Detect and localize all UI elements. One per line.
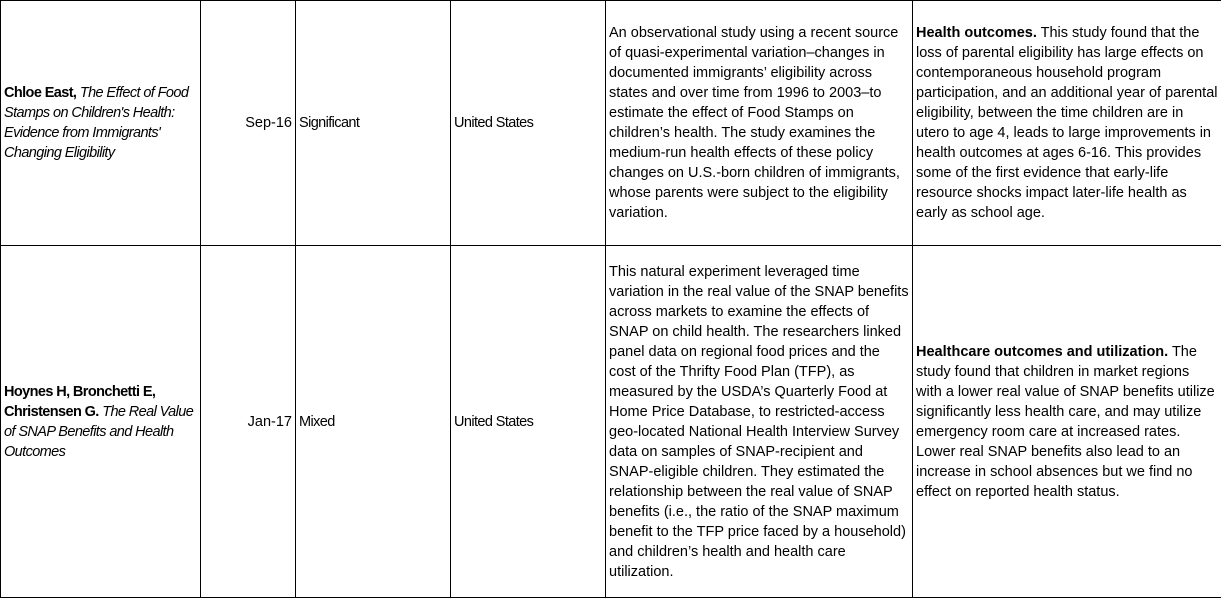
findings-heading: Healthcare outcomes and utilization. — [916, 343, 1169, 360]
date-cell: Jan-17 — [201, 246, 296, 598]
findings-cell — [913, 1, 1221, 246]
study-title: The Real Value of SNAP Benefits and Health Outcomes — [4, 403, 194, 460]
author-name: Chloe East, — [4, 85, 77, 101]
location-cell: United States — [451, 1, 606, 246]
location-cell: United States — [451, 246, 606, 598]
author-name: Hoynes H, Bronchetti E, Christensen G. — [4, 383, 156, 420]
table-row — [1, 246, 1221, 598]
findings-text: The study found that children in market regions with a lower real value of SNAP benefits utilize significantly less health care, and may utilize emergency room care at increased rates. Lower real SNAP benefits also lead to an increase in school absences but we find no effect on reported health status. — [916, 343, 1215, 500]
date-cell: Sep-16 — [201, 1, 296, 246]
citation-cell — [1, 246, 201, 598]
table-row — [1, 1, 1221, 246]
findings-heading: Health outcomes. — [916, 25, 1037, 41]
result-cell: Significant — [296, 1, 451, 246]
description-cell: This natural experiment leveraged time variation in the real value of the SNAP benefits across markets to examine the effects of SNAP on child health. The researchers linked panel data on regional food prices and the cost of the Thrifty Food Plan (TFP), as measured by the USDA’s Quarterly Food at Home Price Database, to restricted-access geo-located National Health Interview Survey data on samples of SNAP-recipient and SNAP-eligible children. They estimated the relationship between the real value of SNAP benefits (i.e., the ratio of the SNAP maximum benefit to the TFP price faced by a household) and children’s health and health care utilization. — [606, 246, 913, 598]
findings-cell — [913, 246, 1221, 598]
result-cell: Mixed — [296, 246, 451, 598]
citation-cell — [1, 1, 201, 246]
study-title: The Effect of Food Stamps on Children's Health: Evidence from Immigrants' Changing Eligibility — [4, 85, 189, 161]
findings-text: This study found that the loss of parental eligibility has large effects on contemporaneous household program participation, and an additional year of parental eligibility, between the time children are in utero to age 4, leads to large improvements in health outcomes at ages 6-16. This provides some of the first evidence that early-life resource shocks impact later-life health as early as school age. — [916, 25, 1218, 221]
description-cell: An observational study using a recent source of quasi-experimental variation–changes in documented immigrants’ eligibility across states and over time from 1996 to 2003–to estimate the effect of Food Stamps on children’s health. The study examines the medium-run health effects of these policy changes on U.S.-born children of immigrants, whose parents were subject to the eligibility variation. — [606, 1, 913, 246]
